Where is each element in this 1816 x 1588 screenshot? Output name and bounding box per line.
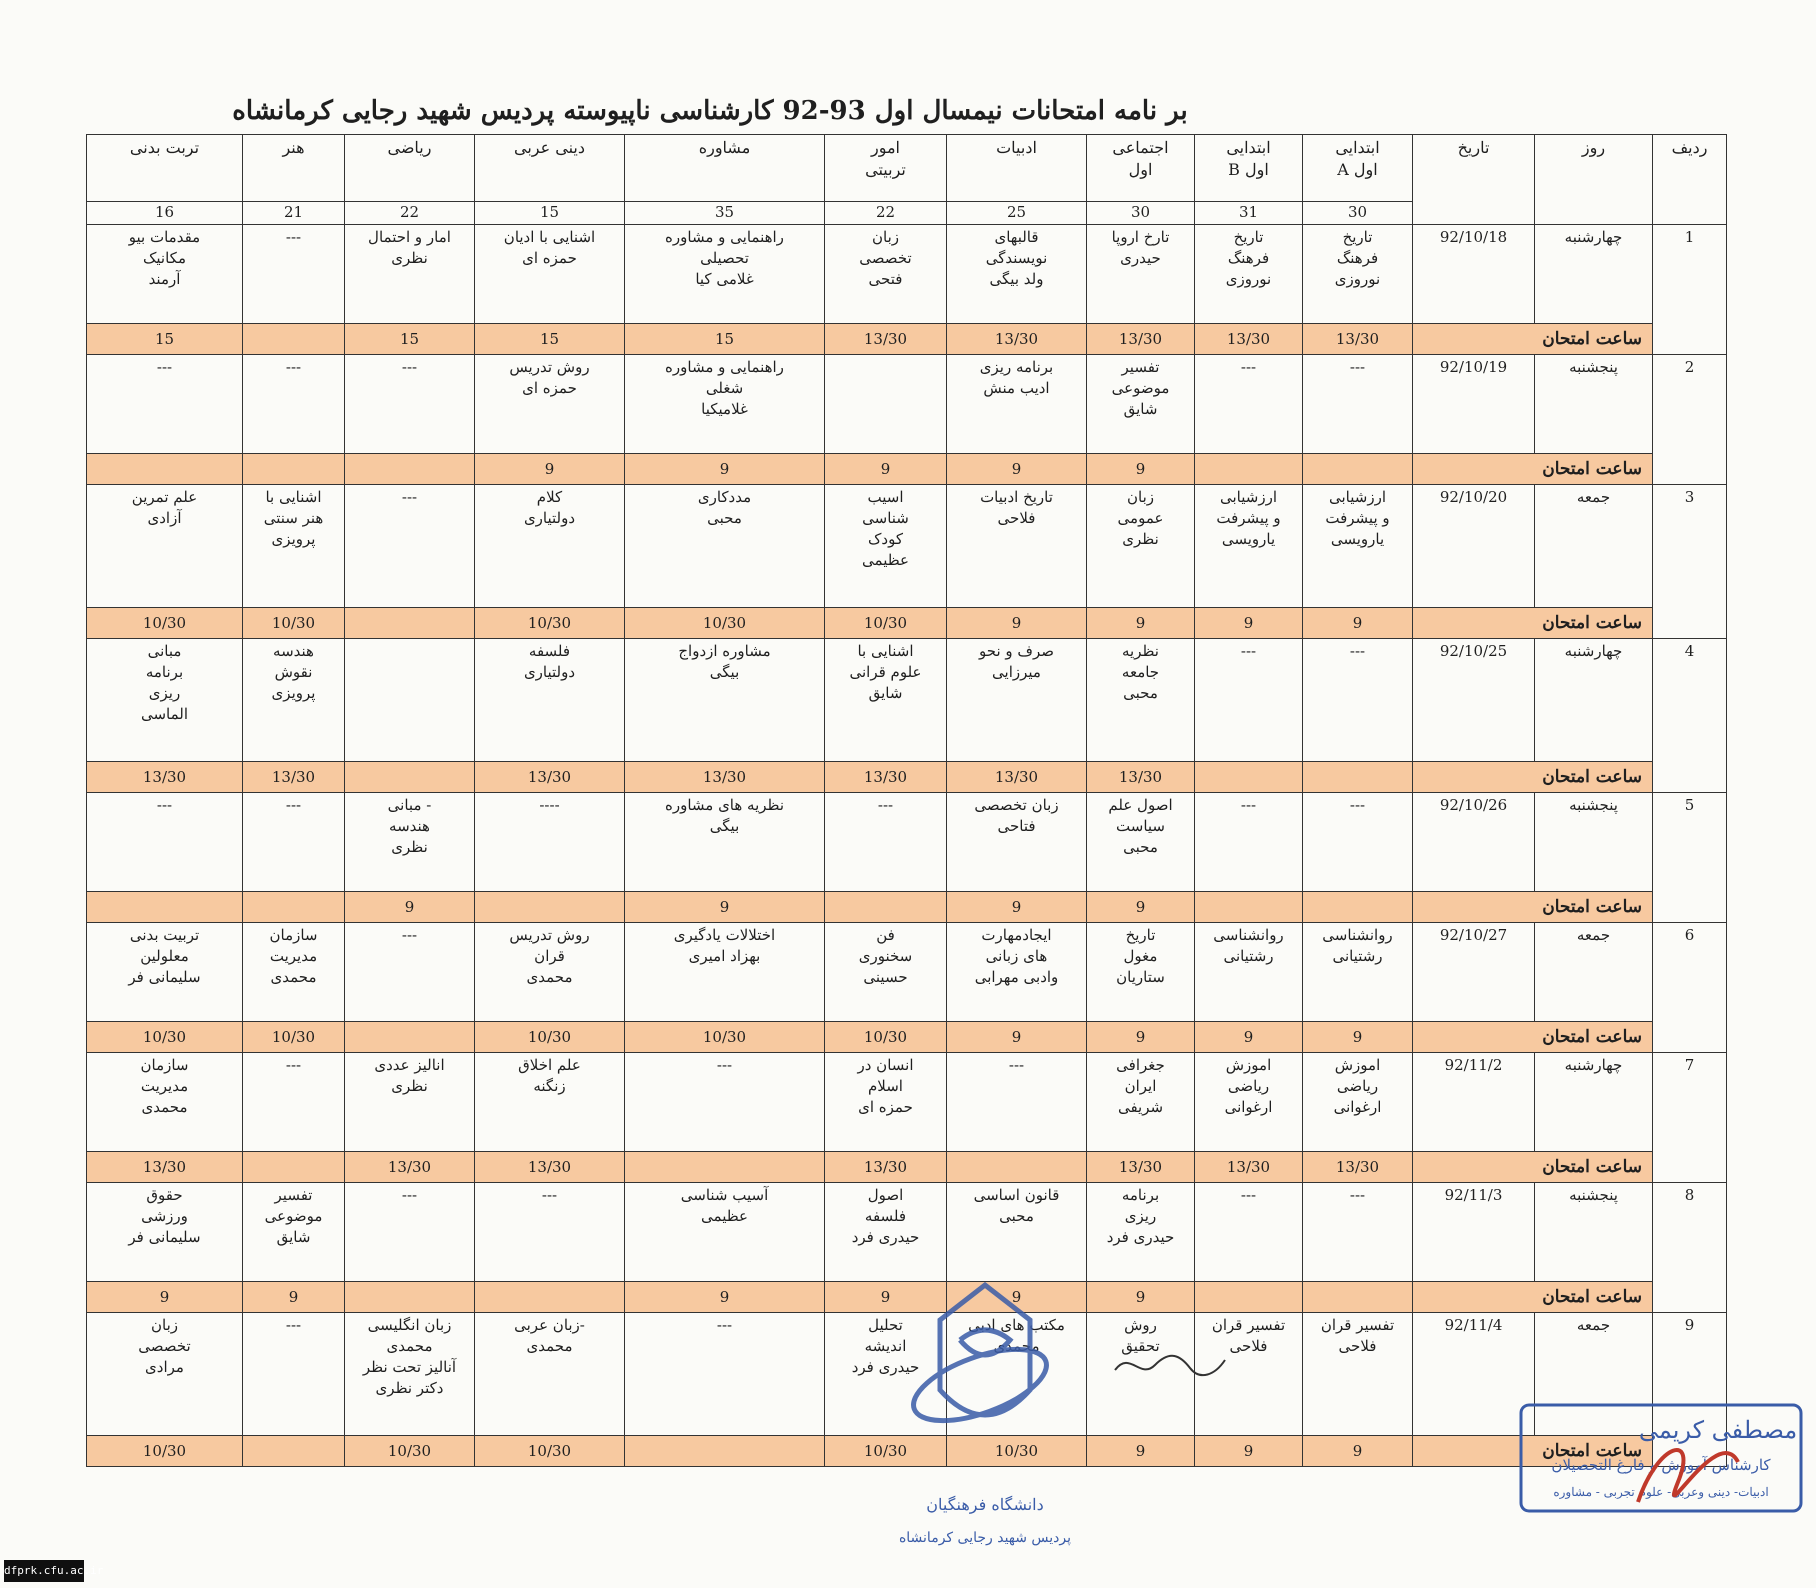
table-row bbox=[87, 639, 1727, 762]
course-cell: ارزشیابی و پیشرفت یارویسی bbox=[1195, 485, 1303, 608]
exam-time bbox=[625, 1436, 825, 1467]
course-cell: --- bbox=[1195, 639, 1303, 762]
course-cell: روش تدریس حمزه ای bbox=[475, 355, 625, 454]
exam-time-label: ساعت امتحان bbox=[1413, 892, 1653, 923]
course-cell: --- bbox=[1303, 793, 1413, 892]
course-cell: نظریه جامعه محبی bbox=[1087, 639, 1195, 762]
exam-time: 9 bbox=[1303, 1022, 1413, 1053]
row-number: 2 bbox=[1653, 355, 1727, 485]
header-major: ریاضی bbox=[345, 135, 475, 202]
official-stamp bbox=[1518, 1402, 1804, 1514]
exam-time bbox=[1195, 1282, 1303, 1313]
watermark: dfprk.cfu.ac.ir bbox=[4, 1560, 84, 1582]
exam-time bbox=[1303, 892, 1413, 923]
exam-time: 13/30 bbox=[87, 1152, 243, 1183]
exam-time: 10/30 bbox=[243, 608, 345, 639]
exam-time bbox=[243, 324, 345, 355]
exam-time-row bbox=[87, 608, 1727, 639]
row-day: پنجشنبه bbox=[1535, 355, 1653, 454]
exam-time: 13/30 bbox=[87, 762, 243, 793]
exam-time-row bbox=[87, 454, 1727, 485]
exam-time: 13/30 bbox=[947, 324, 1087, 355]
course-cell: اموزش ریاضی ارغوانی bbox=[1303, 1053, 1413, 1152]
course-cell: --- bbox=[1303, 355, 1413, 454]
exam-time: 13/30 bbox=[825, 324, 947, 355]
exam-time: 9 bbox=[87, 1282, 243, 1313]
course-cell: برنامه ریزی حیدری فرد bbox=[1087, 1183, 1195, 1282]
course-cell: --- bbox=[243, 225, 345, 324]
course-cell: مددکاری محبی bbox=[625, 485, 825, 608]
course-cell: --- bbox=[475, 1183, 625, 1282]
exam-time: 10/30 bbox=[475, 608, 625, 639]
exam-time-label: ساعت امتحان bbox=[1413, 1022, 1653, 1053]
course-cell: راهنمایی و مشاوره شغلی غلامیکیا bbox=[625, 355, 825, 454]
header-major: ادبیات bbox=[947, 135, 1087, 202]
row-number: 9 bbox=[1653, 1313, 1727, 1467]
exam-time bbox=[87, 892, 243, 923]
table-row bbox=[87, 793, 1727, 892]
course-cell: --- bbox=[345, 1183, 475, 1282]
header-tarikh: تاریخ bbox=[1413, 135, 1535, 225]
exam-time: 10/30 bbox=[87, 1436, 243, 1467]
course-cell: برنامه ریزی ادیب منش bbox=[947, 355, 1087, 454]
exam-time: 9 bbox=[345, 892, 475, 923]
exam-time: 10/30 bbox=[947, 1436, 1087, 1467]
exam-time bbox=[1195, 892, 1303, 923]
row-day: چهارشنبه bbox=[1535, 225, 1653, 324]
header-count: 22 bbox=[825, 202, 947, 225]
exam-time: 9 bbox=[825, 454, 947, 485]
row-date: 92/10/26 bbox=[1413, 793, 1535, 892]
row-day: پنجشنبه bbox=[1535, 793, 1653, 892]
header-row bbox=[87, 135, 1727, 202]
course-cell bbox=[825, 355, 947, 454]
course-cell: قانون اساسی محبی bbox=[947, 1183, 1087, 1282]
course-cell: اصول فلسفه حیدری فرد bbox=[825, 1183, 947, 1282]
stamp-line-2: کارشناس آموزش و فارغ التحصیلان bbox=[1551, 1456, 1771, 1474]
course-cell: --- bbox=[243, 355, 345, 454]
course-cell: --- bbox=[1195, 793, 1303, 892]
row-number: 6 bbox=[1653, 923, 1727, 1053]
course-cell: علم اخلاق زنگنه bbox=[475, 1053, 625, 1152]
exam-time: 13/30 bbox=[1303, 1152, 1413, 1183]
course-cell: تاریخ فرهنگ نوروزی bbox=[1303, 225, 1413, 324]
course-cell: تربیت بدنی معلولین سلیمانی فر bbox=[87, 923, 243, 1022]
course-cell: --- bbox=[243, 1313, 345, 1436]
course-cell: حقوق ورزشی سلیمانی فر bbox=[87, 1183, 243, 1282]
exam-time: 10/30 bbox=[625, 1022, 825, 1053]
exam-time: 13/30 bbox=[1087, 324, 1195, 355]
course-cell: اختلالات یادگیری بهزاد امیری bbox=[625, 923, 825, 1022]
course-cell: ---- bbox=[475, 793, 625, 892]
exam-time bbox=[345, 1282, 475, 1313]
course-cell: زبان انگلیسی محمدی آنالیز تحت نظر دکتر نظری bbox=[345, 1313, 475, 1436]
row-day: چهارشنبه bbox=[1535, 639, 1653, 762]
course-cell: --- bbox=[1303, 639, 1413, 762]
table-row bbox=[87, 1053, 1727, 1152]
table-row bbox=[87, 225, 1727, 324]
course-cell: نظریه های مشاوره بیگی bbox=[625, 793, 825, 892]
header-major: ابتدایی اول A bbox=[1303, 135, 1413, 202]
course-cell: مقدمات بیو مکانیک آرمند bbox=[87, 225, 243, 324]
row-date: 92/10/27 bbox=[1413, 923, 1535, 1022]
exam-time bbox=[243, 454, 345, 485]
exam-time-label: ساعت امتحان bbox=[1413, 1152, 1653, 1183]
row-number: 1 bbox=[1653, 225, 1727, 355]
exam-time: 10/30 bbox=[475, 1436, 625, 1467]
page-title: بر نامه امتحانات نیمسال اول 93-92 کارشناسی ناپیوسته پردیس شهید رجایی کرمانشاه bbox=[232, 96, 1188, 126]
course-cell: --- bbox=[825, 793, 947, 892]
exam-time: 13/30 bbox=[1195, 324, 1303, 355]
course-cell: روش تدریس قران محمدی bbox=[475, 923, 625, 1022]
row-date: 92/10/18 bbox=[1413, 225, 1535, 324]
header-major: امور تربیتی bbox=[825, 135, 947, 202]
course-cell: امار و احتمال نظری bbox=[345, 225, 475, 324]
row-date: 92/10/20 bbox=[1413, 485, 1535, 608]
exam-time-label: ساعت امتحان bbox=[1413, 324, 1653, 355]
course-cell: تفسیر قران فلاحی bbox=[1303, 1313, 1413, 1436]
row-date: 92/11/4 bbox=[1413, 1313, 1535, 1436]
exam-time bbox=[1303, 762, 1413, 793]
course-cell: --- bbox=[243, 1053, 345, 1152]
exam-time bbox=[345, 1022, 475, 1053]
exam-time bbox=[947, 1152, 1087, 1183]
exam-time: 9 bbox=[625, 1282, 825, 1313]
exam-time: 9 bbox=[475, 454, 625, 485]
university-seal bbox=[880, 1280, 1090, 1580]
exam-time bbox=[1195, 454, 1303, 485]
header-major: اجتماعی اول bbox=[1087, 135, 1195, 202]
row-day: پنجشنبه bbox=[1535, 1183, 1653, 1282]
header-count: 35 bbox=[625, 202, 825, 225]
course-cell: اشنایی با علوم قرانی شایق bbox=[825, 639, 947, 762]
course-cell: --- bbox=[345, 923, 475, 1022]
course-cell: مشاوره ازدواج بیگی bbox=[625, 639, 825, 762]
exam-time-row bbox=[87, 324, 1727, 355]
row-day: جمعه bbox=[1535, 923, 1653, 1022]
exam-time bbox=[345, 762, 475, 793]
course-cell: سازمان مدیریت محمدی bbox=[87, 1053, 243, 1152]
exam-time-row bbox=[87, 1152, 1727, 1183]
exam-time-label: ساعت امتحان bbox=[1413, 1282, 1653, 1313]
exam-time: 13/30 bbox=[1303, 324, 1413, 355]
table-row bbox=[87, 1183, 1727, 1282]
header-count: 30 bbox=[1087, 202, 1195, 225]
course-cell: تاریخ مغول ستاریان bbox=[1087, 923, 1195, 1022]
seal-left-line-1: دانشگاه فرهنگیان bbox=[926, 1495, 1044, 1514]
course-cell: زبان تخصصی فتحی bbox=[825, 225, 947, 324]
exam-time-label: ساعت امتحان bbox=[1413, 1436, 1653, 1467]
course-cell: سازمان مدیریت محمدی bbox=[243, 923, 345, 1022]
course-cell: مبانی برنامه ریزی الماسی bbox=[87, 639, 243, 762]
exam-time: 13/30 bbox=[625, 762, 825, 793]
exam-time: 10/30 bbox=[625, 608, 825, 639]
stamp-line-3: ادبیات- دینی وعربی- علوم تجربی - مشاوره bbox=[1553, 1485, 1769, 1499]
course-cell: -زبان عربی محمدی bbox=[475, 1313, 625, 1436]
exam-time: 13/30 bbox=[947, 762, 1087, 793]
exam-time: 15 bbox=[345, 324, 475, 355]
course-cell: اشنایی با هنر سنتی پرویزی bbox=[243, 485, 345, 608]
header-major: مشاوره bbox=[625, 135, 825, 202]
exam-time: 9 bbox=[625, 454, 825, 485]
header-count: 22 bbox=[345, 202, 475, 225]
course-cell: ایجادمهارت های زبانی وادبی مهرابی bbox=[947, 923, 1087, 1022]
exam-time-row bbox=[87, 892, 1727, 923]
exam-time: 10/30 bbox=[475, 1022, 625, 1053]
header-count: 16 bbox=[87, 202, 243, 225]
header-count: 15 bbox=[475, 202, 625, 225]
exam-time: 10/30 bbox=[825, 1436, 947, 1467]
exam-time: 9 bbox=[1087, 608, 1195, 639]
course-cell: --- bbox=[87, 793, 243, 892]
course-cell: روانشناسی رشتیانی bbox=[1303, 923, 1413, 1022]
exam-time: 9 bbox=[825, 1282, 947, 1313]
row-date: 92/11/2 bbox=[1413, 1053, 1535, 1152]
exam-time: 15 bbox=[87, 324, 243, 355]
row-date: 92/10/19 bbox=[1413, 355, 1535, 454]
table-row bbox=[87, 485, 1727, 608]
exam-time: 13/30 bbox=[1087, 1152, 1195, 1183]
exam-time bbox=[345, 608, 475, 639]
course-cell: تفسیر موضوعی شایق bbox=[1087, 355, 1195, 454]
header-count: 31 bbox=[1195, 202, 1303, 225]
row-number: 5 bbox=[1653, 793, 1727, 923]
exam-time: 13/30 bbox=[825, 762, 947, 793]
header-rooz: روز bbox=[1535, 135, 1653, 225]
exam-schedule-table bbox=[86, 134, 1727, 1467]
exam-time: 13/30 bbox=[243, 762, 345, 793]
exam-time: 9 bbox=[1195, 608, 1303, 639]
exam-time: 9 bbox=[1303, 608, 1413, 639]
exam-time: 13/30 bbox=[825, 1152, 947, 1183]
exam-time: 13/30 bbox=[475, 1152, 625, 1183]
exam-time bbox=[345, 454, 475, 485]
course-cell: فلسفه دولتیاری bbox=[475, 639, 625, 762]
course-cell: ارزشیابی و پیشرفت یارویسی bbox=[1303, 485, 1413, 608]
course-cell: تارخ اروپا حیدری bbox=[1087, 225, 1195, 324]
course-cell: مکتب های ادبی محمدی bbox=[947, 1313, 1087, 1436]
course-cell: اسیب شناسی کودک عظیمی bbox=[825, 485, 947, 608]
exam-time: 9 bbox=[1087, 1022, 1195, 1053]
course-cell: تفسیر قران فلاحی bbox=[1195, 1313, 1303, 1436]
course-cell: آسیب شناسی عظیمی bbox=[625, 1183, 825, 1282]
row-date: 92/11/3 bbox=[1413, 1183, 1535, 1282]
exam-time: 13/30 bbox=[1195, 1152, 1303, 1183]
exam-time: 9 bbox=[1087, 1282, 1195, 1313]
exam-time: 9 bbox=[947, 608, 1087, 639]
header-count: 30 bbox=[1303, 202, 1413, 225]
course-cell: --- bbox=[1303, 1183, 1413, 1282]
course-cell: --- bbox=[625, 1053, 825, 1152]
row-number: 8 bbox=[1653, 1183, 1727, 1313]
course-cell: تاریخ ادبیات فلاحی bbox=[947, 485, 1087, 608]
exam-time: 9 bbox=[1087, 454, 1195, 485]
course-cell: کلام دولتیاری bbox=[475, 485, 625, 608]
exam-time-row bbox=[87, 1022, 1727, 1053]
exam-time: 10/30 bbox=[87, 608, 243, 639]
exam-time-label: ساعت امتحان bbox=[1413, 454, 1653, 485]
course-cell: تحلیل اندیشه حیدری فرد bbox=[825, 1313, 947, 1436]
header-major: هنر bbox=[243, 135, 345, 202]
exam-time: 15 bbox=[625, 324, 825, 355]
row-day: جمعه bbox=[1535, 485, 1653, 608]
row-date: 92/10/25 bbox=[1413, 639, 1535, 762]
course-cell: اصول علم سیاست محبی bbox=[1087, 793, 1195, 892]
course-cell: زبان عمومی نظری bbox=[1087, 485, 1195, 608]
course-cell: --- bbox=[947, 1053, 1087, 1152]
exam-time bbox=[475, 1282, 625, 1313]
header-major: تربت بدنی bbox=[87, 135, 243, 202]
course-cell: روش تحقیق bbox=[1087, 1313, 1195, 1436]
exam-time: 13/30 bbox=[475, 762, 625, 793]
row-number: 7 bbox=[1653, 1053, 1727, 1183]
exam-time-label: ساعت امتحان bbox=[1413, 608, 1653, 639]
course-cell: جغرافی ایران شریفی bbox=[1087, 1053, 1195, 1152]
exam-time: 9 bbox=[1087, 892, 1195, 923]
header-major: دینی عربی bbox=[475, 135, 625, 202]
course-cell: --- bbox=[87, 355, 243, 454]
exam-time: 10/30 bbox=[345, 1436, 475, 1467]
exam-time: 10/30 bbox=[825, 1022, 947, 1053]
exam-time bbox=[1195, 762, 1303, 793]
exam-time-label: ساعت امتحان bbox=[1413, 762, 1653, 793]
header-count: 21 bbox=[243, 202, 345, 225]
course-cell: روانشناسی رشتیانی bbox=[1195, 923, 1303, 1022]
course-cell: --- bbox=[345, 355, 475, 454]
exam-time bbox=[243, 1436, 345, 1467]
exam-time bbox=[825, 892, 947, 923]
course-cell: انسان در اسلام حمزه ای bbox=[825, 1053, 947, 1152]
exam-time bbox=[625, 1152, 825, 1183]
exam-time: 9 bbox=[1087, 1436, 1195, 1467]
exam-time: 9 bbox=[947, 1282, 1087, 1313]
exam-time bbox=[1303, 1282, 1413, 1313]
course-cell: قالبهای نویسندگی ولد بیگی bbox=[947, 225, 1087, 324]
exam-time: 10/30 bbox=[243, 1022, 345, 1053]
exam-time: 9 bbox=[243, 1282, 345, 1313]
exam-time: 13/30 bbox=[1087, 762, 1195, 793]
exam-time: 9 bbox=[947, 1022, 1087, 1053]
table-row bbox=[87, 355, 1727, 454]
course-cell: تفسیر موضوعی شایق bbox=[243, 1183, 345, 1282]
course-cell: زبان تخصصی فتاحی bbox=[947, 793, 1087, 892]
course-cell: --- bbox=[1195, 1183, 1303, 1282]
exam-time: 15 bbox=[475, 324, 625, 355]
header-count: 25 bbox=[947, 202, 1087, 225]
exam-time: 10/30 bbox=[87, 1022, 243, 1053]
exam-time bbox=[243, 892, 345, 923]
course-cell: فن سخنوری حسینی bbox=[825, 923, 947, 1022]
course-cell: تاریخ فرهنگ نوروزی bbox=[1195, 225, 1303, 324]
exam-time bbox=[87, 454, 243, 485]
stamp-line-1: مصطفی کریمی bbox=[1638, 1416, 1798, 1444]
exam-time: 9 bbox=[1303, 1436, 1413, 1467]
course-cell: اموزش ریاضی ارغوانی bbox=[1195, 1053, 1303, 1152]
course-cell: --- bbox=[243, 793, 345, 892]
exam-time bbox=[475, 892, 625, 923]
exam-time-row bbox=[87, 762, 1727, 793]
course-cell: راهنمایی و مشاوره تحصیلی غلامی کیا bbox=[625, 225, 825, 324]
exam-time: 9 bbox=[947, 892, 1087, 923]
course-cell: هندسه نقوش پرویزی bbox=[243, 639, 345, 762]
exam-time: 9 bbox=[947, 454, 1087, 485]
row-day: جمعه bbox=[1535, 1313, 1653, 1436]
course-cell: --- bbox=[625, 1313, 825, 1436]
course-cell: صرف و نحو میرزایی bbox=[947, 639, 1087, 762]
course-cell: --- bbox=[345, 485, 475, 608]
table-row bbox=[87, 923, 1727, 1022]
course-cell: علم تمرین آزادی bbox=[87, 485, 243, 608]
course-cell: انالیز عددی نظری bbox=[345, 1053, 475, 1152]
header-major: ابتدایی اول B bbox=[1195, 135, 1303, 202]
exam-time bbox=[1303, 454, 1413, 485]
seal-left-line-2: پردیس شهید رجایی کرمانشاه bbox=[898, 1530, 1072, 1546]
course-cell: --- bbox=[1195, 355, 1303, 454]
header-radif: ردیف bbox=[1653, 135, 1727, 225]
row-number: 4 bbox=[1653, 639, 1727, 793]
signature-scribble bbox=[1110, 1340, 1230, 1390]
course-cell: - مبانی هندسه نظری bbox=[345, 793, 475, 892]
row-day: چهارشنبه bbox=[1535, 1053, 1653, 1152]
exam-time: 9 bbox=[1195, 1436, 1303, 1467]
course-cell bbox=[345, 639, 475, 762]
course-cell: زبان تخصصی مرادی bbox=[87, 1313, 243, 1436]
exam-time bbox=[243, 1152, 345, 1183]
course-cell: اشنایی با ادیان حمزه ای bbox=[475, 225, 625, 324]
exam-time: 10/30 bbox=[825, 608, 947, 639]
exam-time: 9 bbox=[1195, 1022, 1303, 1053]
exam-time: 13/30 bbox=[345, 1152, 475, 1183]
row-number: 3 bbox=[1653, 485, 1727, 639]
exam-time: 9 bbox=[625, 892, 825, 923]
